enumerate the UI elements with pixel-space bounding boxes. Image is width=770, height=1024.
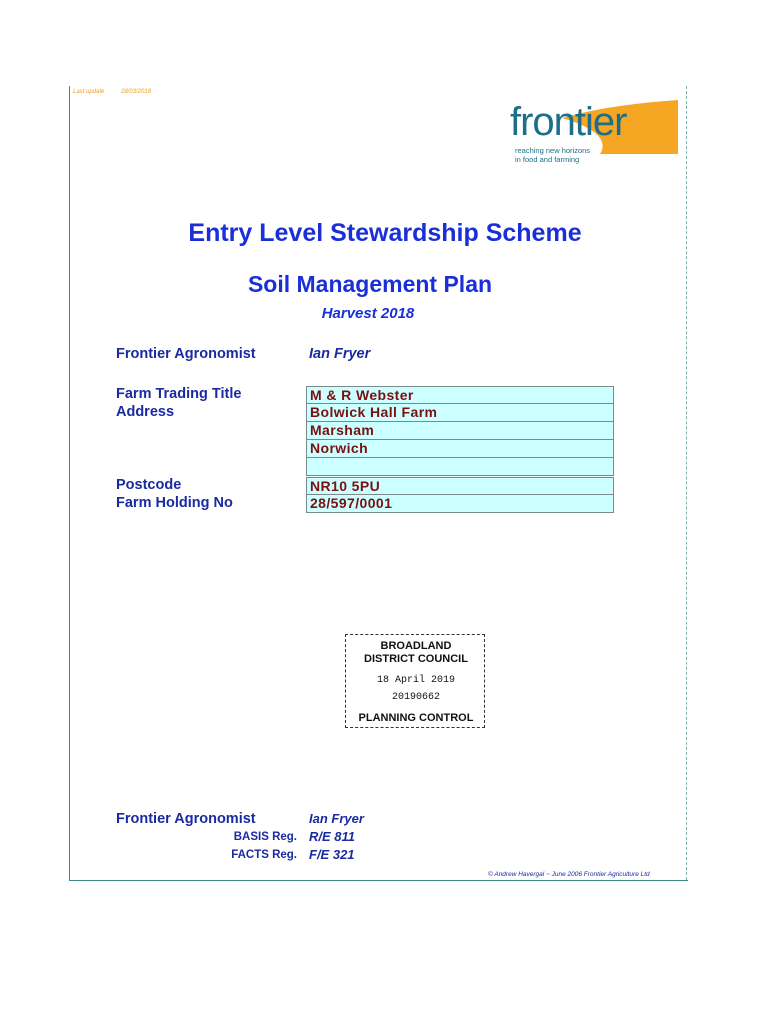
stamp-date: 18 April 2019	[376, 675, 455, 686]
address-line-3-field[interactable]: Norwich	[306, 440, 614, 458]
logo-tagline-2: in food and farming	[515, 155, 580, 164]
frontier-logo	[510, 98, 680, 166]
farm-details-boxes	[306, 386, 614, 476]
page-subtitle: Soil Management Plan	[247, 271, 493, 297]
postcode-field[interactable]: NR10 5PU	[306, 477, 614, 495]
page-title: Entry Level Stewardship Scheme	[188, 219, 582, 247]
agronomist-label: Frontier Agronomist	[116, 346, 256, 362]
page-frame-right-edge	[686, 86, 687, 880]
signoff-agronomist-name: Ian Fryer	[309, 811, 364, 826]
stamp-line-2: DISTRICT COUNCIL	[364, 653, 468, 665]
address-label: Address	[116, 404, 175, 420]
logo-tagline-1: reaching new horizons	[515, 146, 591, 155]
signoff-agronomist-label: Frontier Agronomist	[116, 811, 256, 827]
trading-title-label: Farm Trading Title	[116, 386, 242, 402]
logo-wordmark: frontier	[510, 100, 627, 144]
planning-stamp	[345, 634, 485, 728]
stamp-reference: 20190662	[391, 692, 440, 703]
facts-reg-label: FACTS Reg.	[231, 849, 297, 861]
stamp-line-5: PLANNING CONTROL	[358, 712, 474, 724]
copyright-footer: © Andrew Havergal ~ June 2006 Frontier Agriculture Ltd	[488, 871, 650, 878]
postcode-label: Postcode	[116, 477, 182, 493]
holding-no-field[interactable]: 28/597/0001	[306, 495, 614, 513]
address-line-4-field[interactable]	[306, 458, 614, 476]
basis-reg-label: BASIS Reg.	[233, 831, 297, 843]
harvest-year: Harvest 2018	[321, 305, 415, 322]
holding-no-label: Farm Holding No	[116, 495, 233, 511]
trading-title-field[interactable]: M & R Webster	[306, 386, 614, 404]
stamp-line-1: BROADLAND	[380, 640, 452, 652]
last-update-label: Last update	[73, 89, 105, 95]
facts-reg-value: F/E 321	[309, 847, 355, 862]
address-line-1-field[interactable]: Bolwick Hall Farm	[306, 404, 614, 422]
basis-reg-value: R/E 811	[309, 829, 356, 844]
farm-id-boxes	[306, 477, 614, 513]
last-update-date: 28/03/2018	[121, 89, 152, 95]
address-line-2-field[interactable]: Marsham	[306, 422, 614, 440]
agronomist-name: Ian Fryer	[309, 346, 371, 362]
